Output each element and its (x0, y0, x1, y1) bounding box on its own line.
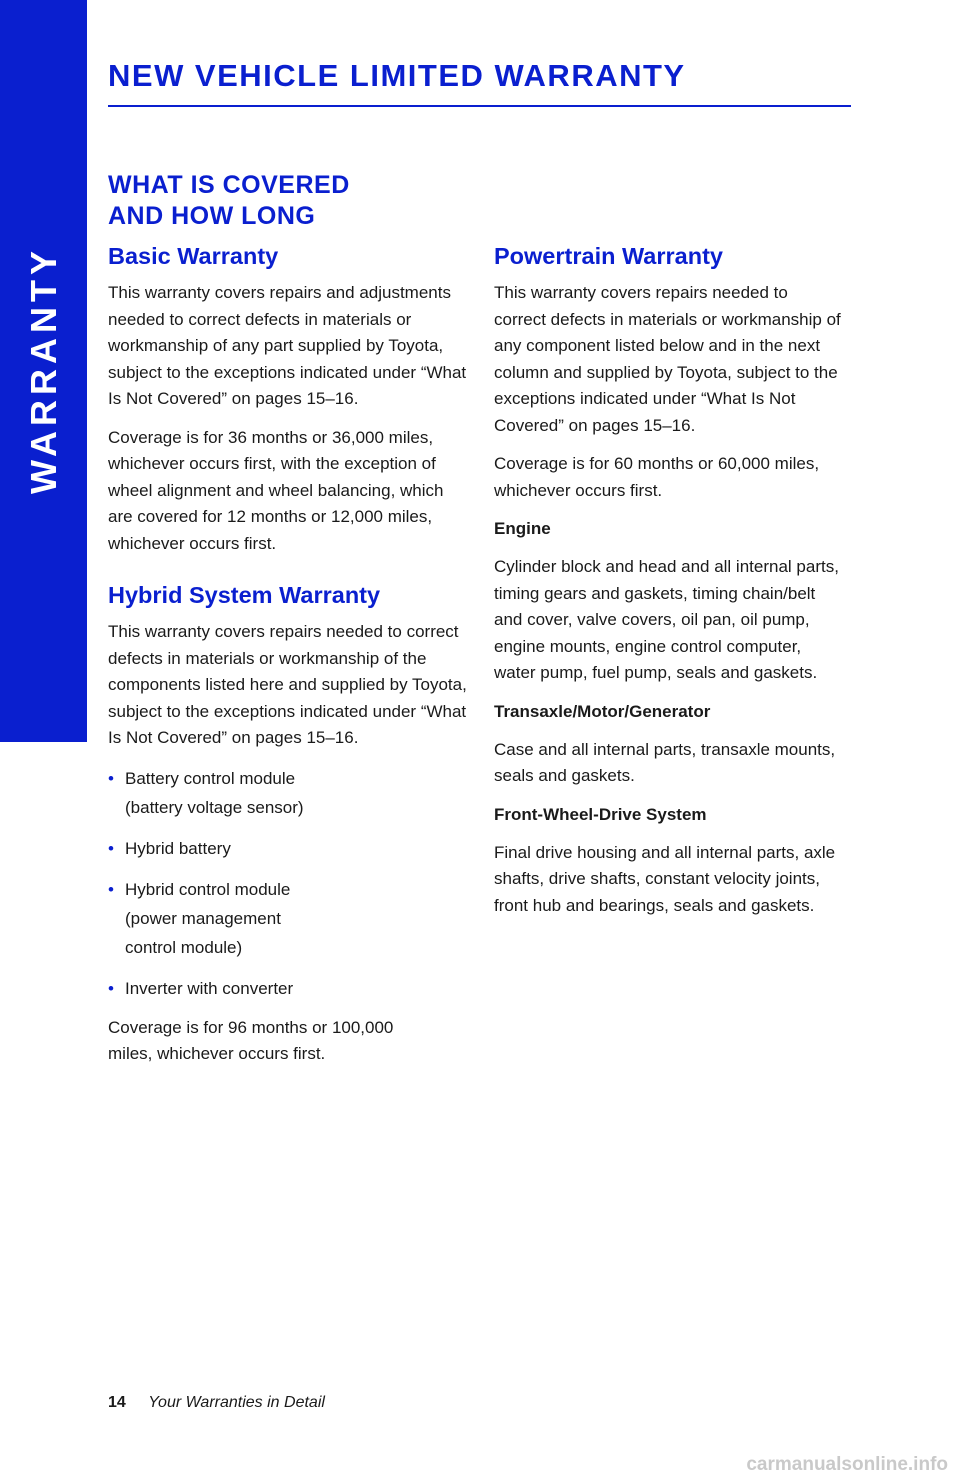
bullet-icon: • (108, 879, 114, 899)
powertrain-warranty-text: This warranty covers repairs needed to correct defects in materials or workmanship of any component listed below and in the next column and supplied by Toyota, subject to the exceptions indicated under “What Is Not Covered” on pages 15–16. (494, 283, 841, 435)
engine-text: Cylinder block and head and all internal parts, timing gears and gaskets, timing chain/belt and cover, valve covers, oil pan, oil pump, engine mounts, engine control computer, water pump, fuel pump, seals and gaskets. (494, 557, 839, 682)
bullet-icon: • (108, 838, 114, 858)
page-footer (108, 1394, 325, 1412)
powertrain-warranty-heading: Powertrain Warranty (494, 243, 723, 269)
footer-text: Your Warranties in Detail (148, 1394, 325, 1411)
basic-warranty-heading: Basic Warranty (108, 243, 279, 269)
side-tab-label: WARRANTY (23, 246, 64, 494)
section-heading (108, 170, 350, 232)
list-item: • Hybrid battery (108, 834, 470, 863)
powertrain-warranty-coverage: Coverage is for 60 months or 60,000 miles, whichever occurs first. (494, 454, 820, 500)
hybrid-warranty-coverage: Coverage is for 96 months or 100,000 miles, whichever occurs first. (108, 1017, 394, 1063)
list-item: • Inverter with converter (108, 974, 470, 1003)
fwd-text: Final drive housing and all internal parts, axle shafts, drive shafts, constant velocity joints, front hub and bearings, seals and gaskets. (494, 842, 836, 915)
transaxle-label: Transaxle/Motor/Generator (494, 701, 711, 721)
basic-warranty-text: This warranty covers repairs and adjustments needed to correct defects in materials or workmanship of any part supplied by Toyota, subject to the exceptions indicated under “What Is Not Covered” on pages 15–16. (108, 283, 467, 408)
hybrid-warranty-heading: Hybrid System Warranty (108, 582, 381, 608)
section-heading-line1: WHAT IS COVERED (108, 171, 350, 199)
page-title: NEW VEHICLE LIMITED WARRANTY (108, 58, 686, 93)
list-item: • Battery control module (battery voltage sensor) (108, 764, 470, 822)
basic-warranty-coverage: Coverage is for 36 months or 36,000 miles, whichever occurs first, with the exception of wheel alignment and wheel balancing, which are covered for 12 months or 12,000 miles, whichever occurs first. (108, 427, 444, 553)
left-column (108, 240, 470, 1080)
fwd-label: Front-Wheel-Drive System (494, 804, 707, 824)
list-item: • Hybrid control module (power management control module) (108, 875, 325, 962)
watermark: carmanualsonline.info (746, 1454, 948, 1475)
engine-label: Engine (494, 519, 551, 538)
page-number: 14 (108, 1394, 126, 1411)
hybrid-warranty-text: This warranty covers repairs needed to correct defects in materials or workmanship of the components listed here and supplied by Toyota, subject to the exceptions indicated under “What Is Not Covered” on pages 15–16. (108, 622, 467, 747)
bullet-icon: • (108, 768, 114, 788)
transaxle-text: Case and all internal parts, transaxle mounts, seals and gaskets. (494, 739, 836, 785)
section-heading-line2: AND HOW LONG (108, 202, 316, 230)
title-divider (108, 105, 851, 107)
side-tab (0, 0, 87, 742)
right-column (494, 240, 844, 931)
bullet-icon: • (108, 978, 114, 998)
hybrid-components-list (108, 764, 470, 1003)
